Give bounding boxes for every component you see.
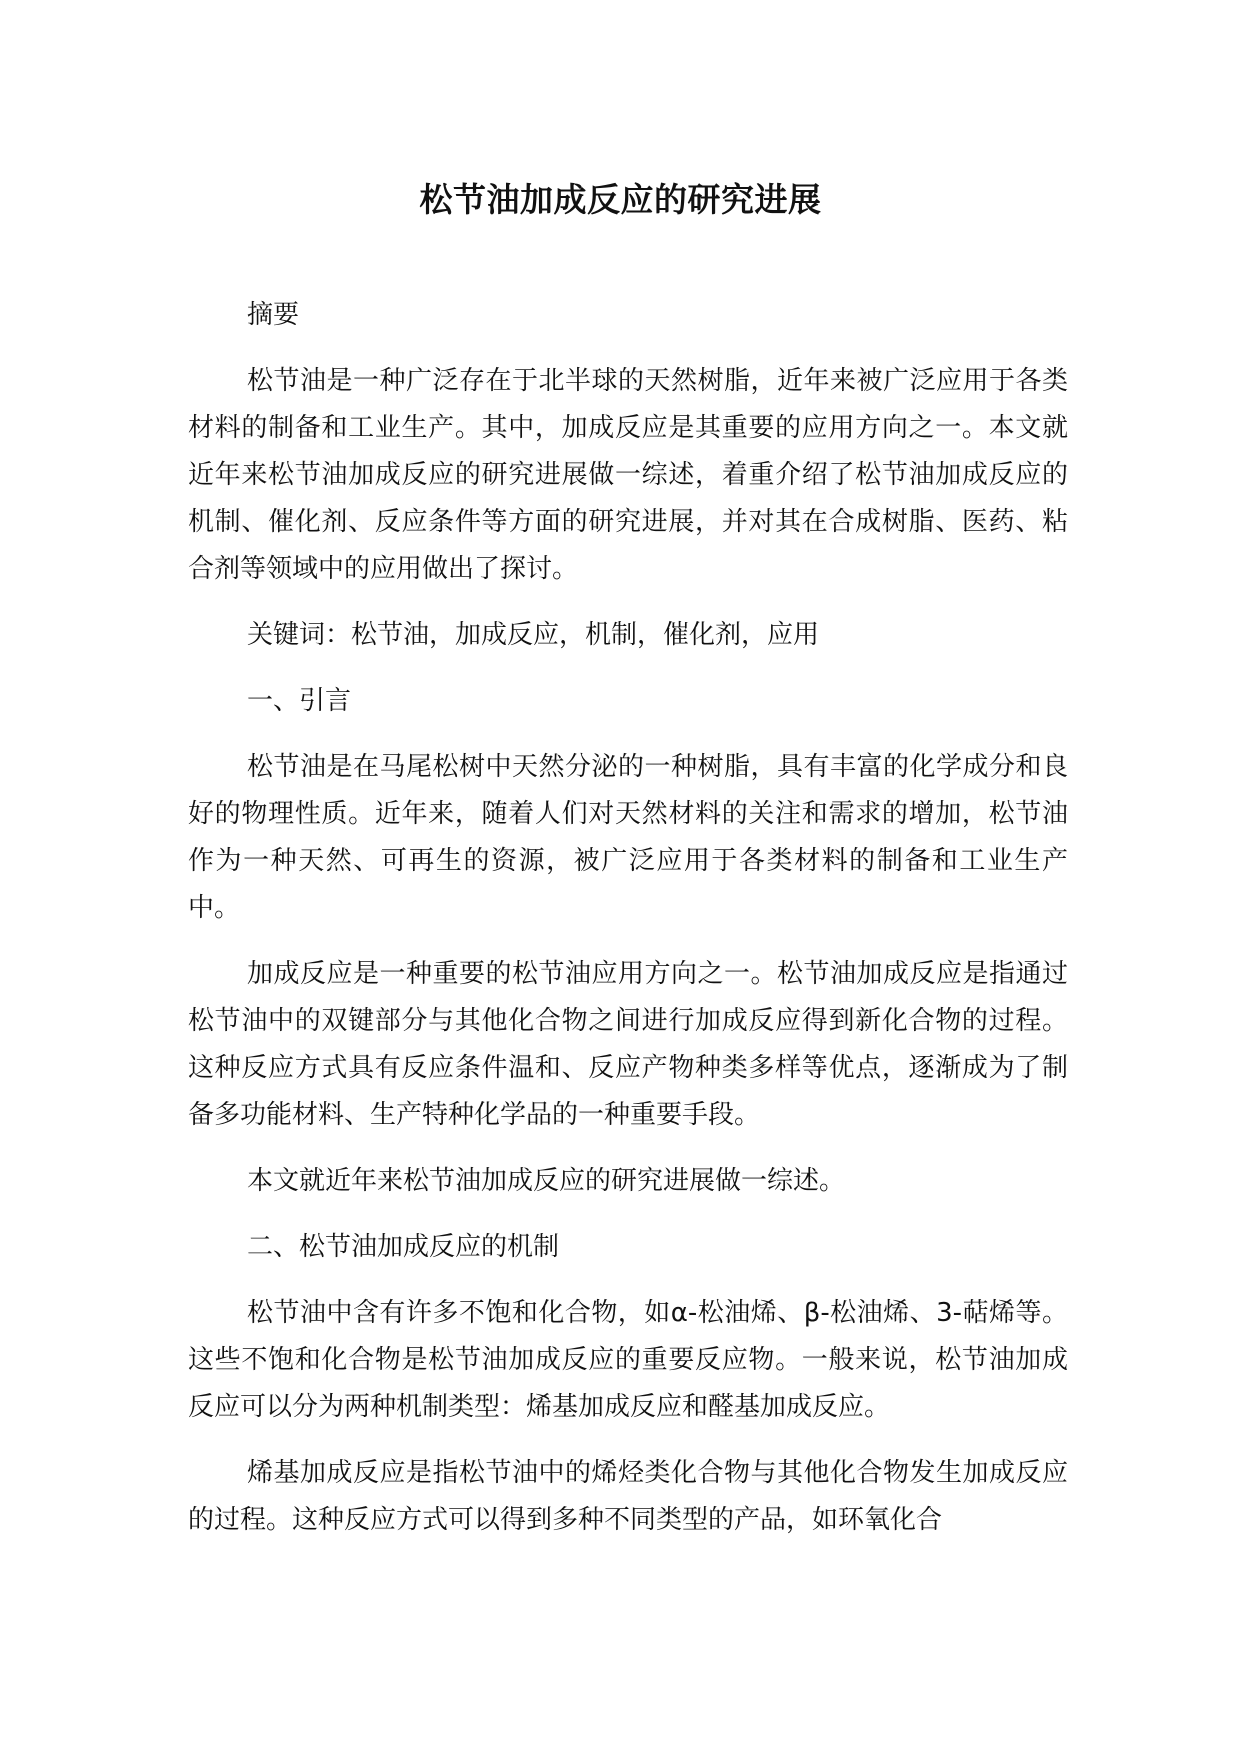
- intro-paragraph-2: 加成反应是一种重要的松节油应用方向之一。松节油加成反应是指通过松节油中的双键部分与其他化合物之间进行加成反应得到新化合物的过程。这种反应方式具有反应条件温和、反应产物种类多样等优点，逐渐成为了制备多功能材料、生产特种化学品的一种重要手段。: [188, 959, 1068, 1130]
- mechanism-paragraph-1: 松节油中含有许多不饱和化合物，如α-松油烯、β-松油烯、3-萜烯等。这些不饱和化合物是松节油加成反应的重要反应物。一般来说，松节油加成反应可以分为两种机制类型：烯基加成反应和醛基加成反应。: [188, 1298, 1068, 1422]
- intro-paragraph-3: 本文就近年来松节油加成反应的研究进展做一综述。: [247, 1166, 846, 1196]
- intro-paragraph-1: 松节油是在马尾松树中天然分泌的一种树脂，具有丰富的化学成分和良好的物理性质。近年来，随着人们对天然材料的关注和需求的增加，松节油作为一种天然、可再生的资源，被广泛应用于各类材料的制备和工业生产中。: [188, 752, 1068, 923]
- abstract-heading: 摘要: [247, 300, 300, 330]
- document-body: [188, 292, 1068, 1563]
- document-title: 松节油加成反应的研究进展: [419, 180, 822, 219]
- mechanism-paragraph-2: 烯基加成反应是指松节油中的烯烃类化合物与其他化合物发生加成反应的过程。这种反应方式可以得到多种不同类型的产品，如环氧化合: [188, 1458, 1068, 1535]
- abstract-paragraph: 松节油是一种广泛存在于北半球的天然树脂，近年来被广泛应用于各类材料的制备和工业生产。其中，加成反应是其重要的应用方向之一。本文就近年来松节油加成反应的研究进展做一综述，着重介绍了松节油加成反应的机制、催化剂、反应条件等方面的研究进展，并对其在合成树脂、医药、粘合剂等领域中的应用做出了探讨。: [188, 366, 1068, 584]
- section-heading-mechanism: 二、松节油加成反应的机制: [247, 1232, 560, 1262]
- section-heading-introduction: 一、引言: [247, 686, 352, 716]
- keywords-line: 关键词：松节油，加成反应，机制，催化剂，应用: [247, 620, 820, 650]
